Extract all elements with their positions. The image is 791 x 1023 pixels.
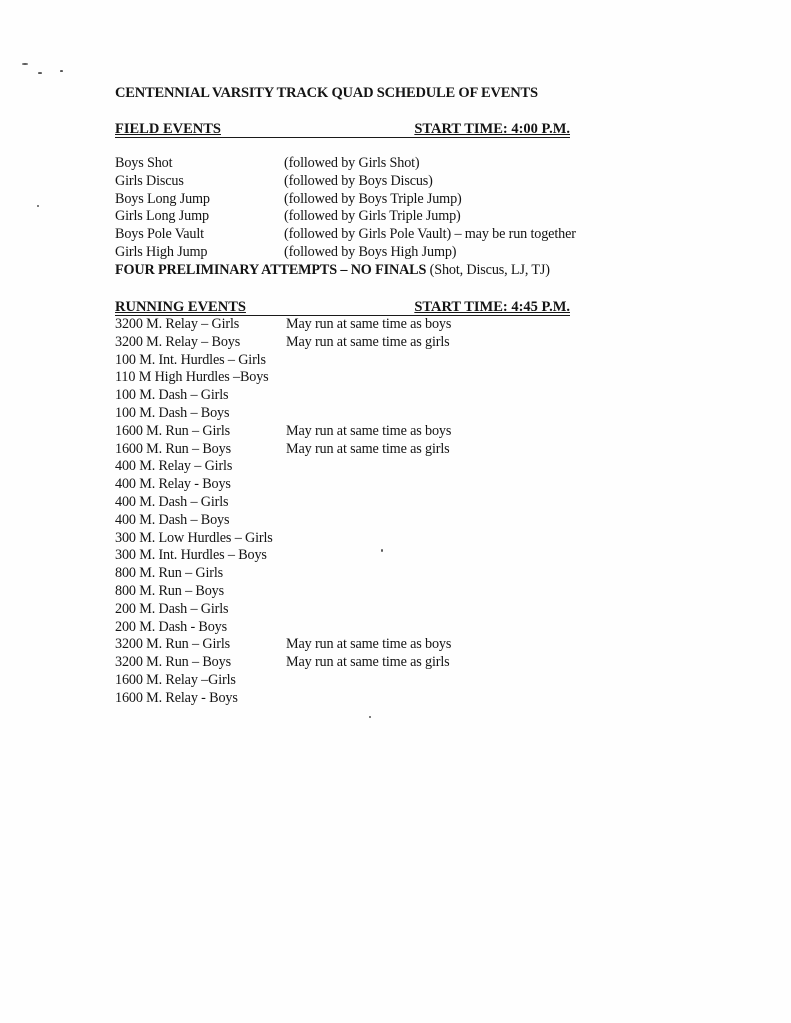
event-name: 3200 M. Relay – Girls [115,316,240,332]
event-name: 3200 M. Relay – Boys [115,333,241,350]
event-name: 3200 M. Run – Girls [115,636,230,653]
event-name: Girls Discus [115,172,184,189]
event-note: May run at same time as boys [286,316,452,332]
running-events-header [115,299,570,316]
event-name: 300 M. Low Hurdles – Girls [115,529,273,546]
event-note: May run at same time as boys [286,422,452,439]
field-start-time: START TIME: 4:00 P.M. [414,121,570,137]
event-note: (followed by Girls Pole Vault) – may be run together [284,226,576,243]
event-name: 300 M. Int. Hurdles – Boys [115,547,267,564]
event-note: (followed by Girls Shot) [284,155,420,171]
preliminary-attempts-note [115,262,550,279]
event-name: 3200 M. Run – Boys [115,654,231,671]
event-name: 400 M. Dash – Girls [115,493,229,510]
event-name: 800 M. Run – Girls [115,565,224,582]
event-name: 100 M. Dash – Boys [115,404,230,421]
event-name: 100 M. Int. Hurdles – Girls [115,351,266,368]
event-name: 200 M. Dash – Girls [115,600,229,617]
event-name: Boys Pole Vault [115,226,204,243]
event-name: 100 M. Dash – Girls [115,387,229,404]
event-name: Boys Shot [115,155,173,171]
preliminary-attempts-bold: FOUR PRELIMINARY ATTEMPTS – NO FINALS [115,262,427,278]
event-note: (followed by Boys High Jump) [284,243,457,260]
preliminary-attempts-detail: (Shot, Discus, LJ, TJ) [426,262,550,278]
event-name: 1600 M. Run – Girls [115,422,230,439]
event-name: 200 M. Dash - Boys [115,618,227,635]
event-name: 110 M High Hurdles –Boys [115,369,269,386]
event-note: May run at same time as girls [286,440,450,457]
field-events-heading: FIELD EVENTS [115,121,221,137]
scan-speck [381,549,383,552]
event-name: 800 M. Run – Boys [115,582,224,599]
event-name: Boys Long Jump [115,190,210,207]
running-start-time: START TIME: 4:45 P.M. [414,299,570,315]
page-title: CENTENNIAL VARSITY TRACK QUAD SCHEDULE OF EVENTS [115,85,538,101]
scan-speck [60,70,63,72]
event-name: 1600 M. Relay –Girls [115,671,236,688]
event-note: May run at same time as girls [286,654,450,671]
scan-speck [37,205,39,207]
event-name: Girls High Jump [115,243,208,260]
event-note: May run at same time as girls [286,333,450,350]
event-note: May run at same time as boys [286,636,452,653]
scan-speck [369,716,371,718]
event-name: Girls Long Jump [115,208,209,225]
event-note: (followed by Girls Triple Jump) [284,208,461,225]
event-name: 400 M. Relay – Girls [115,458,233,475]
event-name: 400 M. Relay - Boys [115,476,231,493]
event-name: 1600 M. Run – Boys [115,440,231,457]
event-name: 1600 M. Relay - Boys [115,689,238,706]
event-name: 400 M. Dash – Boys [115,511,230,528]
scan-speck [38,72,42,74]
event-note: (followed by Boys Discus) [284,172,433,189]
running-events-heading: RUNNING EVENTS [115,299,246,315]
event-note: (followed by Boys Triple Jump) [284,190,462,207]
field-events-header [115,121,570,138]
scan-speck [22,63,28,65]
